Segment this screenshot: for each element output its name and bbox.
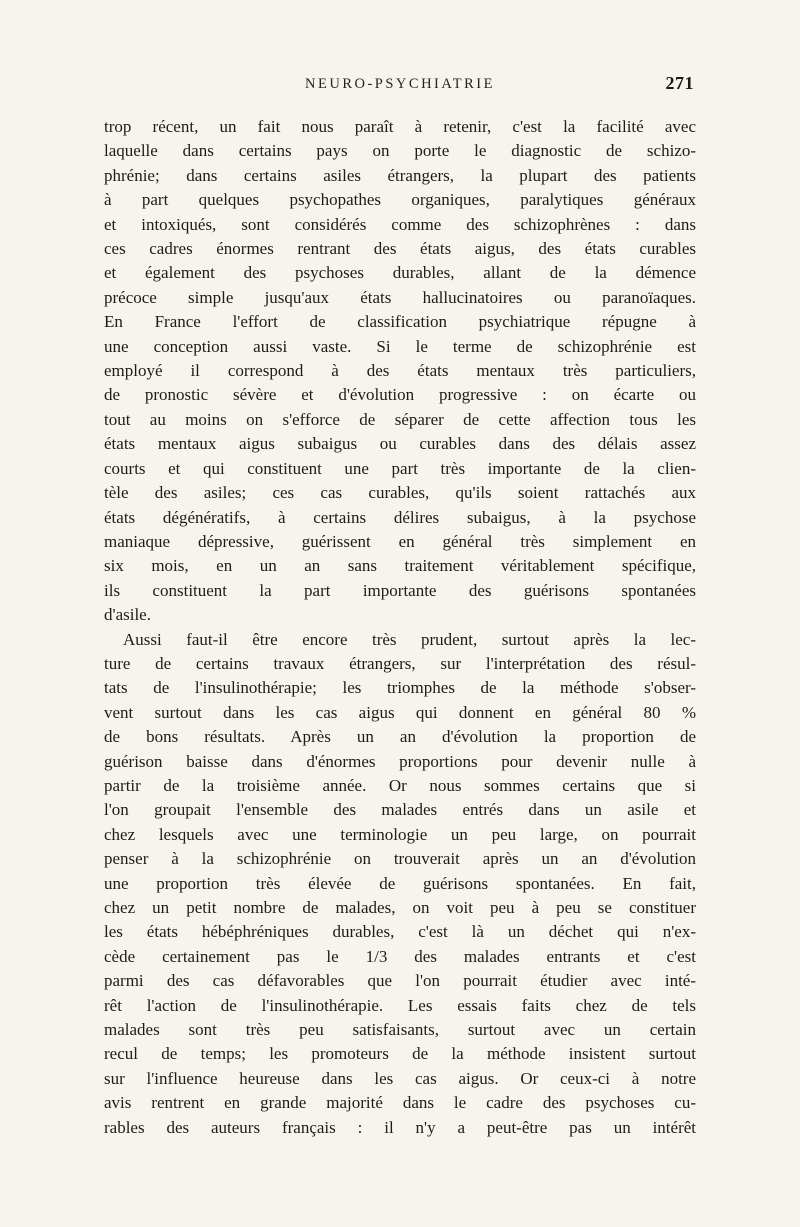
text-line: employé il correspond à des états mentaux très particuliers, <box>104 361 696 381</box>
text-line: ils constituent la part importante des guérisons spontanées <box>104 580 696 600</box>
text-line: les états hébéphréniques durables, c'est là un déchet qui n'ex- <box>104 922 696 942</box>
text-line: courts et qui constituent une part très importante de la clien- <box>104 458 696 478</box>
text-line: rables des auteurs français : il n'y a peut-être pas un intérêt <box>104 1117 696 1137</box>
paragraph <box>104 115 696 628</box>
text-line: tèle des asiles; ces cas curables, qu'ils soient rattachés aux <box>104 483 696 503</box>
text-line: états mentaux aigus subaigus ou curables dans des délais assez <box>104 434 696 454</box>
text-line: trop récent, un fait nous paraît à retenir, c'est la facilité avec <box>104 117 696 136</box>
text-line: maniaque dépressive, guérissent en général très simplement en <box>104 531 696 551</box>
text-line: cède certainement pas le 1/3 des malades entrants et c'est <box>104 946 696 966</box>
text-line: précoce simple jusqu'aux états hallucinatoires ou paranoïaques. <box>104 287 696 307</box>
text-line: sur l'influence heureuse dans les cas aigus. Or ceux-ci à notre <box>104 1068 696 1088</box>
text-line: tats de l'insulinothérapie; les triomphes de la méthode s'obser- <box>104 678 696 698</box>
text-line: ces cadres énormes rentrant des états aigus, des états curables <box>104 239 696 259</box>
text-line: partir de la troisième année. Or nous sommes certains que si <box>104 775 696 795</box>
text-line: et intoxiqués, sont considérés comme des schizophrènes : dans <box>104 214 696 234</box>
text-line: recul de temps; les promoteurs de la méthode insistent surtout <box>104 1044 696 1064</box>
text-line: malades sont très peu satisfaisants, surtout avec un certain <box>104 1020 696 1040</box>
page-body <box>104 115 696 1140</box>
text-line: vent surtout dans les cas aigus qui donnent en général 80 % <box>104 702 696 722</box>
text-line: une proportion très élevée de guérisons spontanées. En fait, <box>104 873 696 893</box>
text-line: Aussi faut-il être encore très prudent, surtout après la lec- <box>123 629 696 649</box>
text-line: tout au moins on s'efforce de séparer de cette affection tous les <box>104 409 696 429</box>
text-line: parmi des cas défavorables que l'on pourrait étudier avec inté- <box>104 971 696 991</box>
text-line: laquelle dans certains pays on porte le diagnostic de schizo- <box>104 141 696 161</box>
text-line: chez lesquels avec une terminologie un peu large, on pourrait <box>104 824 696 844</box>
text-line: ture de certains travaux étrangers, sur l'interprétation des résul- <box>104 653 696 673</box>
text-line: à part quelques psychopathes organiques, paralytiques généraux <box>104 190 696 210</box>
text-line: et également des psychoses durables, allant de la démence <box>104 263 696 283</box>
text-line: états dégénératifs, à certains délires subaigus, à la psychose <box>104 507 696 527</box>
text-line: chez un petit nombre de malades, on voit peu à peu se constituer <box>104 898 696 917</box>
text-line: rêt l'action de l'insulinothérapie. Les essais faits chez de tels <box>104 995 696 1015</box>
text-line: guérison baisse dans d'énormes proportions pour devenir nulle à <box>104 751 696 771</box>
text-line: d'asile. <box>104 605 151 625</box>
running-title: NEURO-PSYCHIATRIE <box>305 76 495 92</box>
text-line: avis rentrent en grande majorité dans le cadre des psychoses cu- <box>104 1093 696 1113</box>
text-line: de pronostic sévère et d'évolution progressive : on écarte ou <box>104 385 696 405</box>
text-line: penser à la schizophrénie on trouverait après un an d'évolution <box>104 849 696 869</box>
text-line: de bons résultats. Après un an d'évolution la proportion de <box>104 727 696 747</box>
page-header <box>104 73 696 98</box>
text-line: une conception aussi vaste. Si le terme de schizophrénie est <box>104 336 696 356</box>
text-line: phrénie; dans certains asiles étrangers, la plupart des patients <box>104 165 696 185</box>
text-line: l'on groupait l'ensemble des malades entrés dans un asile et <box>104 800 696 820</box>
text-line: six mois, en un an sans traitement véritablement spécifique, <box>104 556 696 576</box>
paragraph <box>104 628 696 1141</box>
text-line: En France l'effort de classification psychiatrique répugne à <box>104 312 696 332</box>
page-number: 271 <box>665 73 694 93</box>
